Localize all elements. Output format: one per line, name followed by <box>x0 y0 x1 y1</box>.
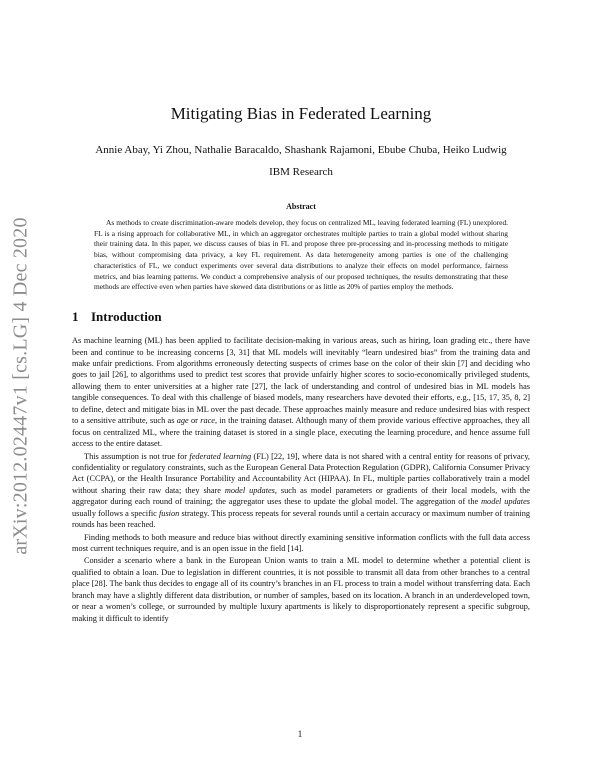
section-body <box>72 335 530 624</box>
paper-title: Mitigating Bias in Federated Learning <box>170 104 432 123</box>
paragraph: Consider a scenario where a bank in the European Union wants to train a ML model to determine whether a potential client is qualified to obtain a loan. Due to legislation in different countries, it is not possible to transmit all data from other branches to a central place [28]. The bank thus decides to engage all of its country’s branches in an FL process to train a model without transferring data. Each branch may have a slightly different data distribution, or number of samples, based on its location. A branch in an underdeveloped town, or near a women’s college, or surrounded by multiple luxury apartments is likely to disproportionately represent a specific subgroup, making it difficult to identify <box>72 556 530 623</box>
arxiv-stamp-text: arXiv:2012.02447v1 [cs.LG] 4 Dec 2020 <box>9 217 32 555</box>
paragraph: As machine learning (ML) has been applied to facilitate decision-making in various areas, such as hiring, loan grading etc., there have been and continue to be increasing concerns [3, 31] that ML models will inevitably “learn undesired bias” from the training data and make unfair predictions. From algorithms erroneously detecting suspects of crimes base on the color of their skin [7] and deciding who goes to jail [26], to algorithms used to predict test scores that provide unfairly higher scores to socio-economically privileged students, allowing them to enter universities at a higher rate [27], the lack of understanding and control of undesired bias in ML models has tangible consequences. To deal with this challenge of biased models, many researchers have devoted their efforts, e.g., [15, 17, 35, 8, 2] to define, detect and mitigate bias in ML over the past decade. These approaches mainly measure and reduce undesired bias with respect to a sensitive attribute, such as age or race, in the training dataset. Although many of them provide various effective approaches, they all focus on centralized ML, where the training dataset is stored in a single place, executing the learning procedure, and hence assume full access to the entire dataset. <box>72 336 530 449</box>
paper-page <box>72 104 530 624</box>
abstract-text: As methods to create discrimination-aware models develop, they focus on centralized ML, leaving federated learning (FL) unexplored. FL is a rising approach for collaborative ML, in which an aggregator orchestrates multiple parties to train a global model without sharing their training data. In this paper, we discuss causes of bias in FL and propose three pre-processing and in-processing methods to mitigate bias, without compromising data privacy, a key FL requirement. As data heterogeneity among parties is one of the challenging characteristics of FL, we conduct experiments over several data distributions to analyze their effects on model performance, fairness metrics, and bias learning patterns. We conduct a comprehensive analysis of our proposed techniques, the results demonstrating that these methods are effective even when parties have skewed data distributions or as little as 20% of parties employ the methods. <box>94 218 508 292</box>
page-number: 1 <box>297 729 303 739</box>
paragraph: Finding methods to both measure and reduce bias without directly examining sensitive information conflicts with the full data access most current techniques require, and is an open issue in the field [14]. <box>72 532 530 554</box>
affiliation: IBM Research <box>269 166 333 178</box>
section-heading <box>72 309 530 325</box>
author-list: Annie Abay, Yi Zhou, Nathalie Baracaldo, Shashank Rajamoni, Ebube Chuba, Heiko Ludwig <box>95 144 507 156</box>
arxiv-stamp <box>6 206 36 566</box>
section-number: 1 <box>72 309 79 325</box>
abstract-heading: Abstract <box>286 202 316 211</box>
paragraph: This assumption is not true for federated learning (FL) [22, 19], where data is not shared with a central entity for reasons of privacy, confidentiality or regulatory constraints, such as the European General Data Protection Regulation (GDPR), California Consumer Privacy Act (CCPA), or the Health Insurance Portability and Accountability Act (HIPAA). In FL, multiple parties collaboratively train a model without sharing their raw data; they share model updates, such as model parameters or gradients of their local models, with the aggregator during each round of training; the aggregator uses these to update the global model. The aggregation of the model updates usually follows a specific fusion strategy. This process repeats for several rounds until a certain accuracy or maximum number of training rounds has been reached. <box>72 451 531 530</box>
section-title: Introduction <box>91 309 162 325</box>
